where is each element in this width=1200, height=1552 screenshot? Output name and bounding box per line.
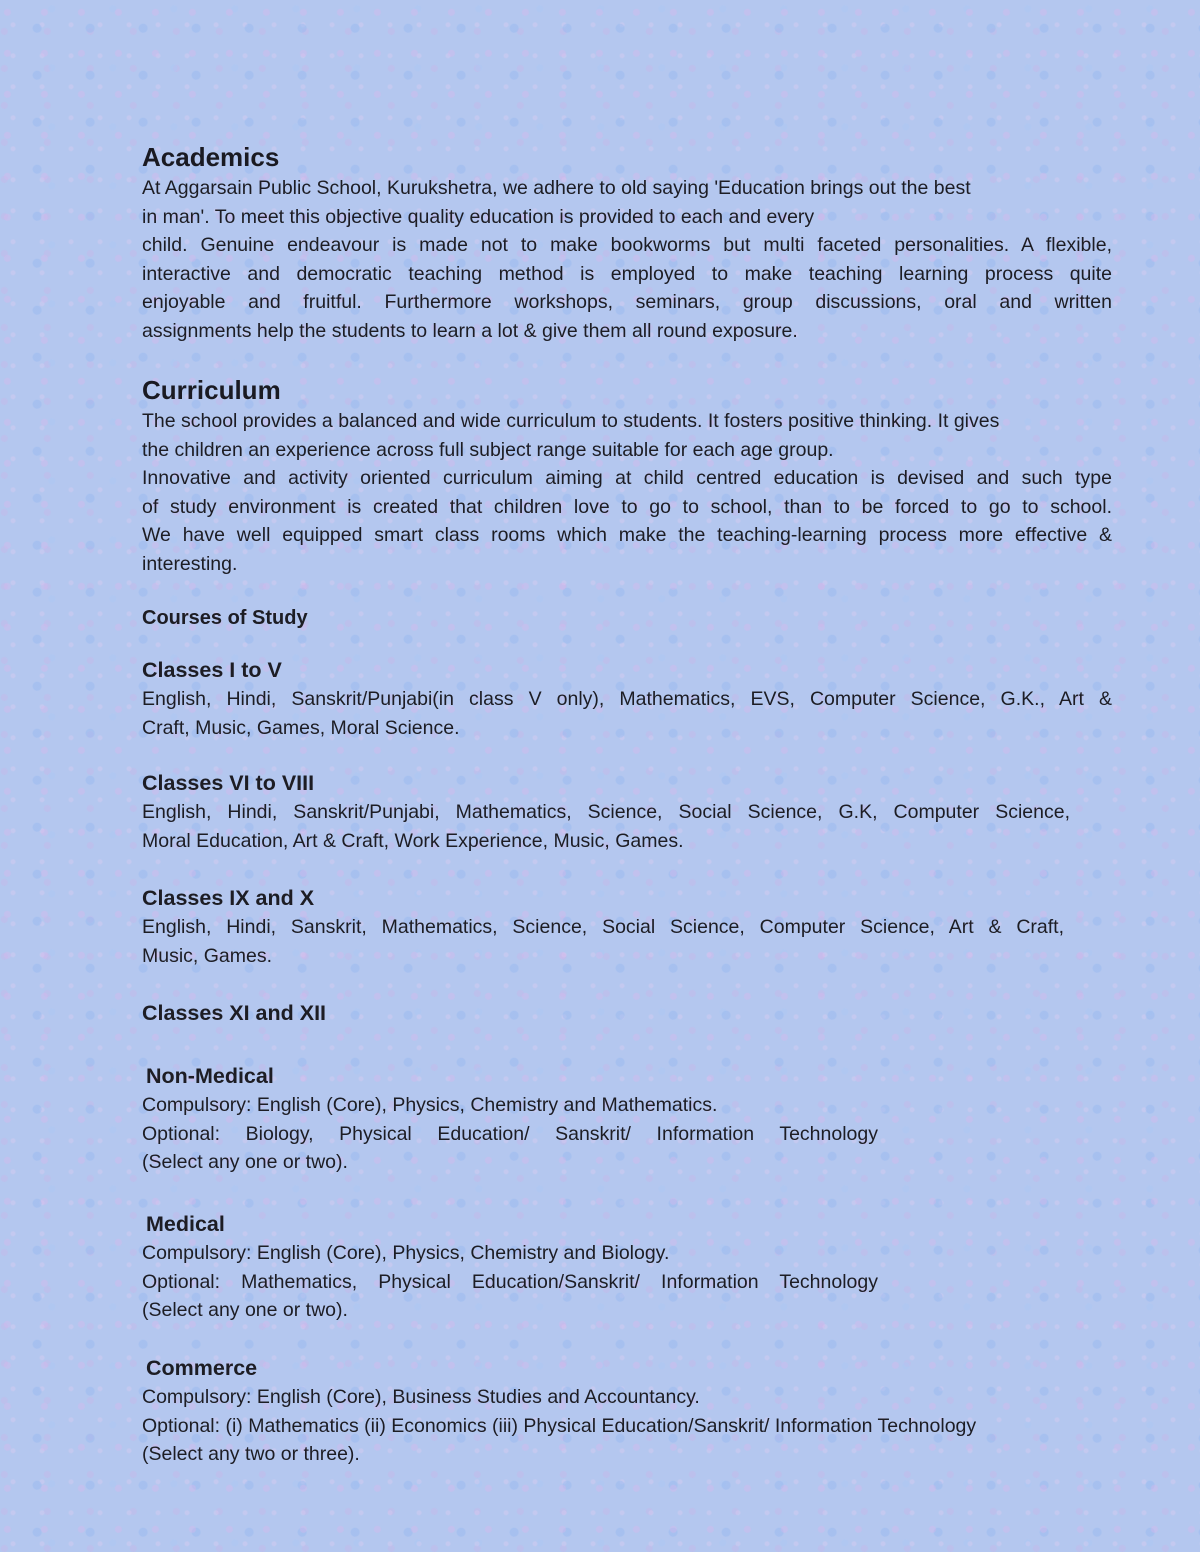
curriculum-title: Curriculum — [142, 375, 281, 405]
classes-9-10-line-2: Music, Games. — [142, 944, 273, 967]
non-medical-details — [142, 1091, 1112, 1177]
classes-6-8-title: Classes VI to VIII — [142, 771, 315, 795]
curriculum-line-3: Innovative and activity oriented curriculum aiming at child centred education is devised and such type — [142, 467, 1112, 490]
classes-1-5-subjects — [142, 685, 1112, 742]
medical-optional: Optional: Mathematics, Physical Education/Sanskrit/ Information Technology — [142, 1270, 878, 1293]
commerce-title: Commerce — [146, 1356, 258, 1380]
curriculum-line-4: of study environment is created that children love to go to school, than to be forced to go to school. — [142, 495, 1112, 518]
classes-6-8-section — [142, 768, 1112, 855]
classes-1-5-title: Classes I to V — [142, 658, 282, 682]
medical-title: Medical — [146, 1212, 225, 1236]
classes-1-5-section — [142, 655, 1112, 742]
classes-6-8-line-1: English, Hindi, Sanskrit/Punjabi, Mathematics, Science, Social Science, G.K, Computer Science, — [142, 801, 1070, 823]
classes-9-10-title: Classes IX and X — [142, 886, 315, 910]
medical-note: (Select any one or two). — [142, 1299, 348, 1322]
academics-paragraph — [142, 174, 1112, 346]
academics-title: Academics — [142, 142, 280, 172]
academics-line-4: interactive and democratic teaching method is employed to make teaching learning process quite — [142, 262, 1112, 285]
courses-heading: Courses of Study — [142, 607, 308, 629]
academics-line-5: enjoyable and fruitful. Furthermore workshops, seminars, group discussions, oral and written — [142, 291, 1112, 314]
non-medical-compulsory: Compulsory: English (Core), Physics, Chemistry and Mathematics. — [142, 1094, 718, 1116]
curriculum-line-2: the children an experience across full subject range suitable for each age group. — [142, 438, 834, 461]
classes-9-10-section — [142, 883, 1112, 970]
commerce-details — [142, 1383, 1112, 1469]
curriculum-paragraph — [142, 407, 1112, 579]
academics-line-3: child. Genuine endeavour is made not to make bookworms but multi faceted personalities. A flexible, — [142, 234, 1112, 257]
document-page — [142, 140, 1112, 1520]
non-medical-section — [142, 1061, 1112, 1177]
non-medical-note: (Select any one or two). — [142, 1151, 348, 1174]
commerce-section — [142, 1353, 1112, 1469]
academics-line-6: assignments help the students to learn a lot & give them all round exposure. — [142, 319, 798, 342]
academics-line-1: At Aggarsain Public School, Kurukshetra, we adhere to old saying 'Education brings out the best — [142, 177, 971, 199]
courses-of-study-heading — [142, 604, 308, 632]
non-medical-optional: Optional: Biology, Physical Education/ Sanskrit/ Information Technology — [142, 1122, 878, 1145]
curriculum-line-6: interesting. — [142, 552, 238, 575]
curriculum-line-1: The school provides a balanced and wide curriculum to students. It fosters positive thinking. It gives — [142, 410, 1000, 432]
commerce-note: (Select any two or three). — [142, 1443, 360, 1466]
classes-11-12-section — [142, 998, 1112, 1028]
commerce-compulsory: Compulsory: English (Core), Business Studies and Accountancy. — [142, 1386, 700, 1408]
curriculum-section — [142, 373, 1112, 579]
classes-1-5-line-2: Craft, Music, Games, Moral Science. — [142, 716, 460, 739]
classes-6-8-line-2: Moral Education, Art & Craft, Work Experience, Music, Games. — [142, 829, 684, 852]
medical-compulsory: Compulsory: English (Core), Physics, Chemistry and Biology. — [142, 1242, 670, 1264]
academics-section — [142, 140, 1112, 346]
classes-6-8-subjects — [142, 798, 1112, 855]
non-medical-title: Non-Medical — [146, 1064, 274, 1088]
medical-details — [142, 1239, 1112, 1325]
classes-9-10-line-1: English, Hindi, Sanskrit, Mathematics, Science, Social Science, Computer Science, Art & Craft, — [142, 916, 1064, 938]
curriculum-line-5: We have well equipped smart class rooms which make the teaching-learning process more effective & — [142, 524, 1112, 547]
classes-11-12-title: Classes XI and XII — [142, 1001, 327, 1025]
commerce-optional: Optional: (i) Mathematics (ii) Economics (iii) Physical Education/Sanskrit/ Information Technology — [142, 1414, 977, 1437]
classes-1-5-line-1: English, Hindi, Sanskrit/Punjabi(in class V only), Mathematics, EVS, Computer Science, G.K., Art & — [142, 688, 1112, 710]
academics-line-2: in man'. To meet this objective quality education is provided to each and every — [142, 205, 815, 228]
medical-section — [142, 1209, 1112, 1325]
classes-9-10-subjects — [142, 913, 1112, 970]
